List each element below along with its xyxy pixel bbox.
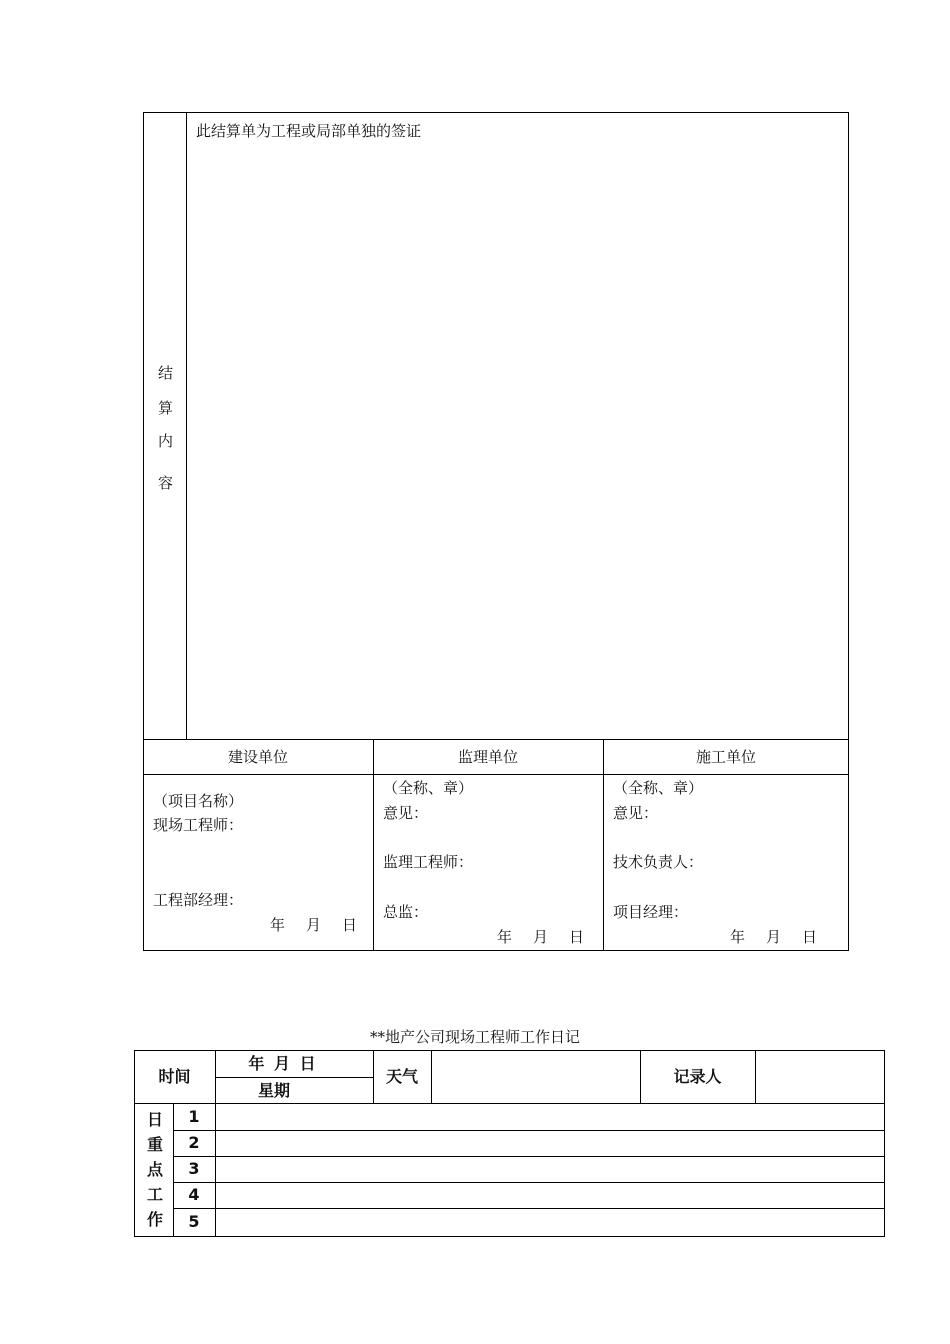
diary-row-number: 3 [188, 1159, 200, 1178]
supervision-opinion: 意见： [383, 804, 429, 822]
diary-section-char: 重 [147, 1135, 164, 1154]
diary-row-line [173, 1130, 885, 1131]
supervision-engineer: 监理工程师： [383, 853, 474, 871]
header-bottom-line [143, 774, 849, 775]
contractor-full-name-seal: （全称、章） [613, 779, 704, 797]
supervision-chief: 总监： [383, 903, 429, 921]
diary-divider [431, 1050, 432, 1103]
diary-row-line [173, 1182, 885, 1183]
owner-date: 年 月 日 [270, 916, 361, 934]
owner-header: 建设单位 [227, 748, 288, 766]
column-divider-2 [603, 739, 604, 951]
diary-date-label: 年 月 日 [248, 1054, 318, 1073]
contractor-tech-lead: 技术负责人： [613, 853, 704, 871]
diary-title: **地产公司现场工程师工作日记 [369, 1028, 580, 1046]
supervision-date: 年 月 日 [497, 928, 588, 946]
diary-date-split [215, 1077, 373, 1078]
diary-weather-label: 天气 [385, 1067, 418, 1086]
side-label-char: 内 [158, 432, 174, 450]
diary-section-char: 工 [147, 1185, 164, 1204]
contractor-project-manager: 项目经理： [613, 903, 689, 921]
diary-time-label: 时间 [158, 1067, 191, 1086]
supervision-header: 监理单位 [457, 748, 518, 766]
owner-dept-manager: 工程部经理： [153, 891, 244, 909]
diary-section-char: 作 [147, 1210, 164, 1229]
diary-divider [755, 1050, 756, 1103]
contractor-date: 年 月 日 [730, 928, 821, 946]
content-bottom-line [143, 739, 849, 740]
diary-section-char: 点 [147, 1160, 164, 1179]
diary-recorder-label: 记录人 [673, 1067, 722, 1086]
side-label-char: 结 [158, 364, 174, 382]
diary-row-number: 4 [188, 1185, 200, 1204]
side-label-divider [186, 112, 187, 739]
diary-section-char: 日 [147, 1110, 164, 1129]
diary-row-number: 2 [188, 1133, 200, 1152]
diary-weekday-label: 星期 [258, 1081, 291, 1100]
diary-row-number: 1 [188, 1107, 200, 1126]
contractor-opinion: 意见： [613, 804, 659, 822]
diary-row-line [173, 1156, 885, 1157]
column-divider-1 [373, 739, 374, 951]
owner-site-engineer: 现场工程师： [153, 816, 244, 834]
diary-header-bottom [134, 1103, 885, 1104]
diary-row-line [173, 1208, 885, 1209]
owner-project-name: （项目名称） [153, 792, 244, 810]
diary-row-number: 5 [188, 1212, 200, 1231]
settlement-form [143, 112, 849, 951]
side-label-char: 容 [158, 474, 174, 492]
contractor-header: 施工单位 [695, 748, 756, 766]
side-label-char: 算 [158, 399, 174, 417]
supervision-full-name-seal: （全称、章） [383, 779, 474, 797]
settlement-content-text: 此结算单为工程或局部单独的签证 [196, 122, 422, 140]
